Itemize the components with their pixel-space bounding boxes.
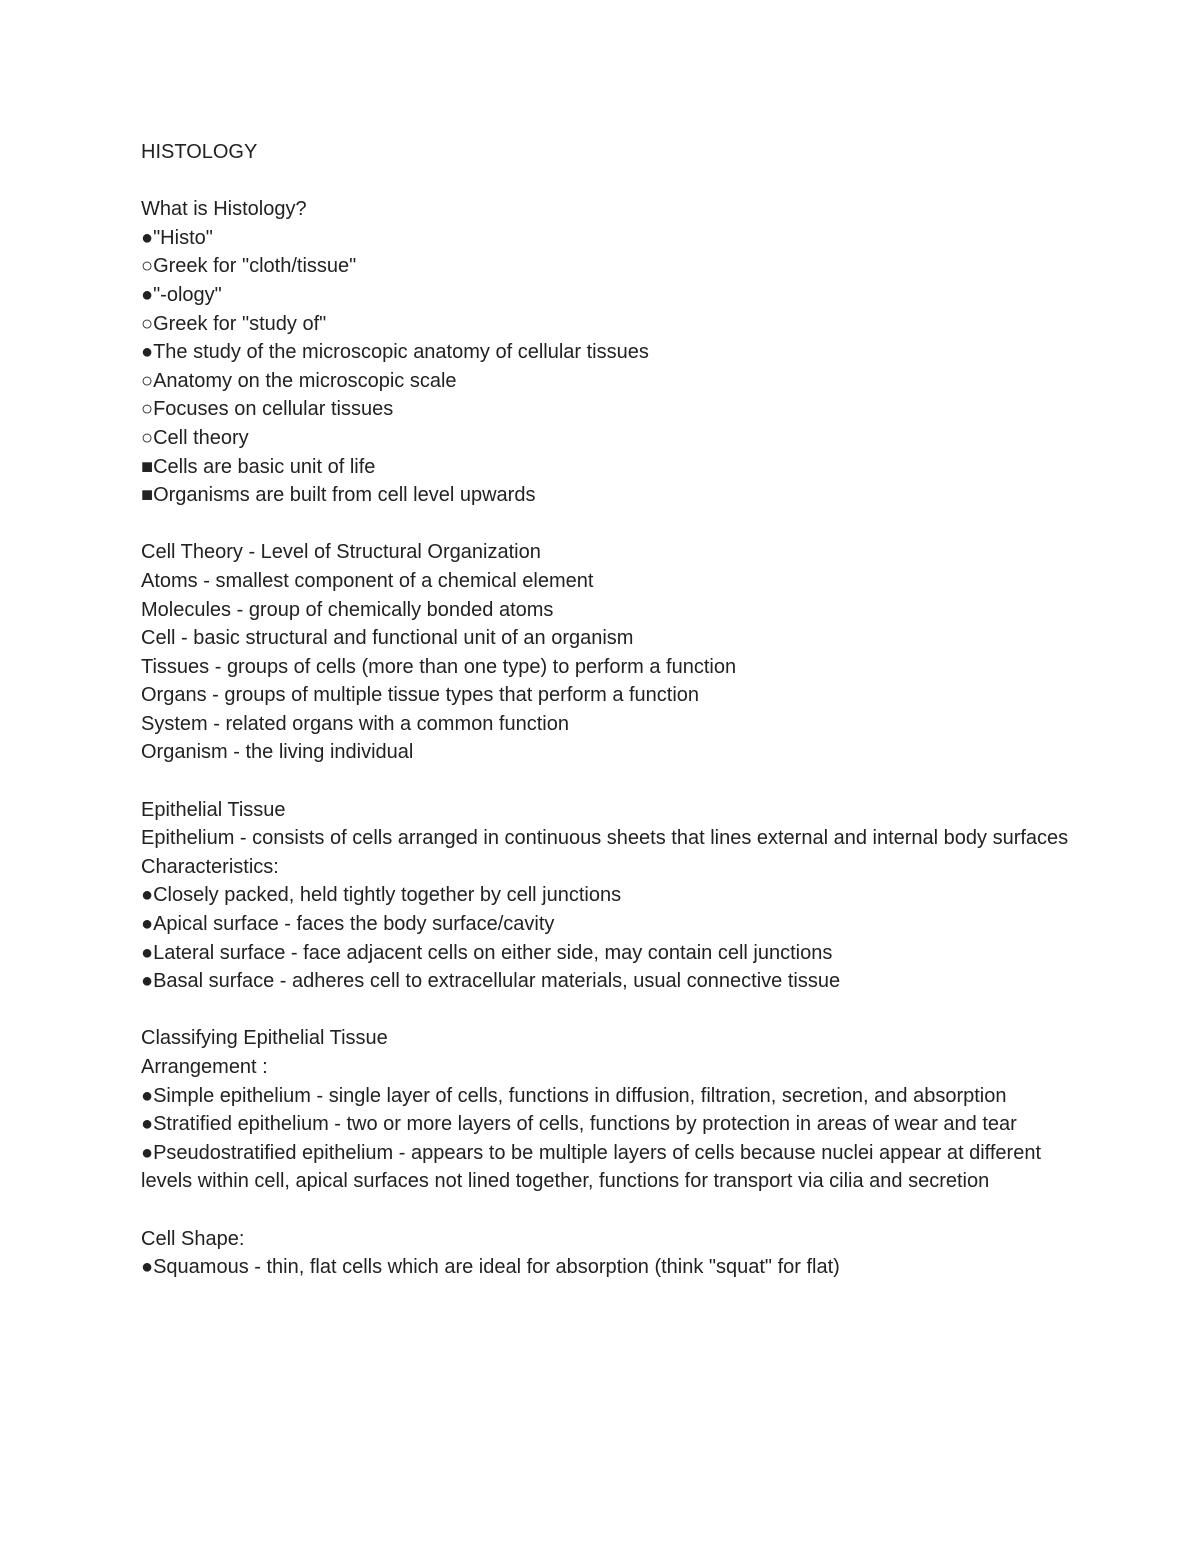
list-item: ●The study of the microscopic anatomy of cellular tissues [141, 341, 649, 364]
list-item: ●Stratified epithelium - two or more layers of cells, functions by protection in areas of wear and tear [141, 1113, 1017, 1136]
list-item: ○Cell theory [141, 426, 249, 449]
section-heading: Epithelial Tissue [141, 798, 286, 821]
list-item: ●"Histo" [141, 226, 213, 249]
list-item: ●Basal surface - adheres cell to extracellular materials, usual connective tissue [141, 970, 841, 993]
list-item: Molecules - group of chemically bonded atoms [141, 598, 554, 621]
list-item: Cell - basic structural and functional unit of an organism [141, 627, 634, 650]
list-item: System - related organs with a common function [141, 712, 569, 735]
list-item: Organism - the living individual [141, 741, 414, 764]
document-title: HISTOLOGY [141, 141, 258, 163]
list-item: ○Greek for "cloth/tissue" [141, 255, 357, 278]
spacer [141, 1196, 1071, 1225]
list-item: Atoms - smallest component of a chemical element [141, 569, 594, 592]
section-cell-shape [141, 1225, 1071, 1282]
section-what-is-histology [141, 195, 1071, 510]
list-item: ●Lateral surface - face adjacent cells on either side, may contain cell junctions [141, 941, 833, 964]
list-item: ●Pseudostratified epithelium - appears to be multiple layers of cells because nuclei appear at different levels within cell, apical surfaces not lined together, functions for transport via cilia and secretion [141, 1141, 1047, 1193]
list-item: ●Closely packed, held tightly together by cell junctions [141, 884, 622, 907]
section-heading: Cell Shape: [141, 1227, 245, 1250]
section-heading: What is Histology? [141, 198, 307, 221]
list-item: ■Organisms are built from cell level upwards [141, 484, 536, 507]
section-cell-theory [141, 538, 1071, 767]
list-item: ○Anatomy on the microscopic scale [141, 369, 457, 392]
list-item: ○Focuses on cellular tissues [141, 398, 394, 421]
list-item: ○Greek for "study of" [141, 312, 327, 335]
list-item: Arrangement : [141, 1056, 268, 1078]
list-item: ●Squamous - thin, flat cells which are ideal for absorption (think "squat" for flat) [141, 1256, 840, 1279]
list-item: ●Simple epithelium - single layer of cells, functions in diffusion, filtration, secretion, and absorption [141, 1084, 1007, 1107]
spacer [141, 996, 1071, 1025]
list-item: Epithelium - consists of cells arranged in continuous sheets that lines external and internal body surfaces [141, 827, 1069, 850]
document-page [141, 138, 1071, 1282]
section-heading: Classifying Epithelial Tissue [141, 1027, 388, 1050]
section-classifying-epithelial-tissue [141, 1024, 1071, 1196]
spacer [141, 767, 1071, 796]
list-item: ■Cells are basic unit of life [141, 455, 376, 478]
list-item: Organs - groups of multiple tissue types that perform a function [141, 684, 700, 707]
spacer [141, 167, 1071, 196]
list-item: Characteristics: [141, 855, 279, 878]
spacer [141, 510, 1071, 539]
list-item: Tissues - groups of cells (more than one type) to perform a function [141, 655, 737, 678]
list-item: ●Apical surface - faces the body surface/cavity [141, 913, 555, 936]
section-epithelial-tissue [141, 796, 1071, 996]
section-heading: Cell Theory - Level of Structural Organization [141, 541, 541, 564]
list-item: ●"-ology" [141, 283, 222, 306]
